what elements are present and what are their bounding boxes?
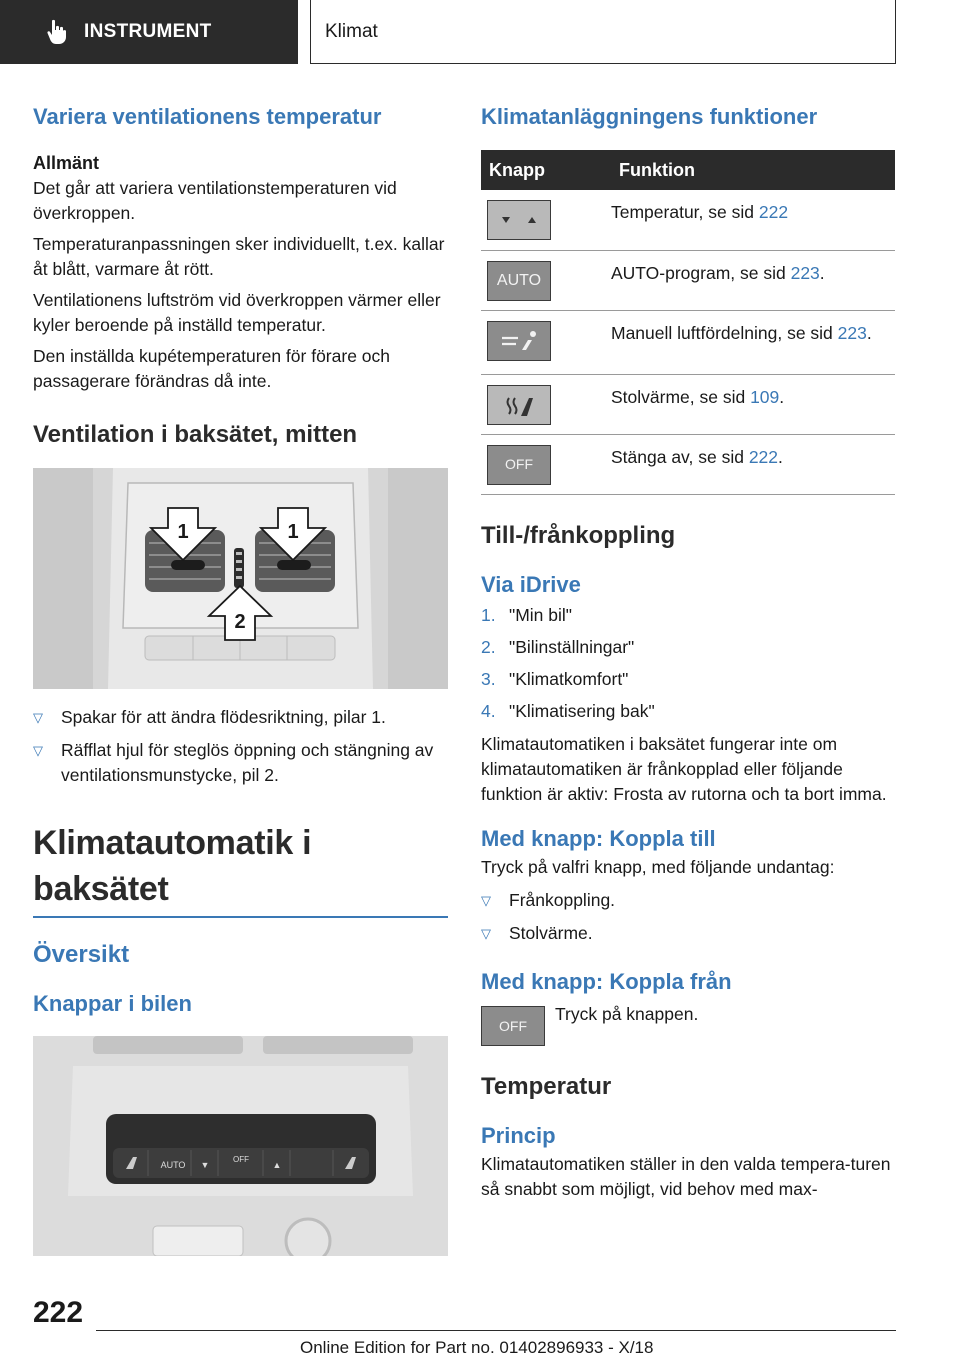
section-tab-label: INSTRUMENT bbox=[84, 21, 212, 42]
heading-idrive: Via iDrive bbox=[481, 571, 581, 597]
heading-klimatautomatik: Klimatautomatik i baksätet bbox=[33, 820, 448, 918]
page-link[interactable]: 109 bbox=[750, 386, 780, 407]
arrow-label-2: 2 bbox=[234, 611, 246, 633]
table-cell: Stänga av, se sid 222. bbox=[611, 434, 895, 494]
table-cell: Manuell luftfördelning, se sid 223. bbox=[611, 310, 895, 374]
paragraph: Temperaturanpassningen sker individuellt, t.ex. kallar åt blått, varmare åt rött. bbox=[33, 234, 445, 279]
triangle-bullet-icon: ▽ bbox=[481, 892, 491, 908]
list-item: 2. "Bilinställningar" bbox=[481, 636, 635, 657]
paragraph: Den inställda kupétemperaturen för förare och passagerare förändras då inte. bbox=[33, 346, 391, 391]
heading-koppla-fran: Med knapp: Koppla från bbox=[481, 968, 732, 994]
paragraph: Ventilationens luftström vid överkroppen värmer eller kyler beroende på inställd temperatur. bbox=[33, 290, 441, 335]
table-row bbox=[481, 434, 895, 494]
list-item: 4. "Klimatisering bak" bbox=[481, 700, 655, 721]
page-link[interactable]: 222 bbox=[748, 446, 779, 467]
list-item: ▽ Frånkoppling. bbox=[481, 888, 895, 913]
off-icon: OFF bbox=[487, 445, 551, 485]
list-item: 3. "Klimatkomfort" bbox=[481, 668, 629, 689]
heading-variera: Variera ventilationens temperatur bbox=[33, 104, 382, 129]
svg-text:▲: ▲ bbox=[272, 1160, 282, 1170]
list-item: 1. "Min bil" bbox=[481, 604, 572, 625]
heading-princip: Princip bbox=[481, 1122, 556, 1148]
list-item: ▽ Räfflat hjul för steglös öppning och stängning av ventilationsmunstycke, pil 2. bbox=[33, 738, 448, 788]
triangle-bullet-icon: ▽ bbox=[33, 743, 43, 758]
auto-icon: AUTO bbox=[487, 261, 551, 301]
heading-ventilation: Ventilation i baksätet, mitten bbox=[33, 421, 358, 448]
heading-funktioner: Klimatanläggningens funktioner bbox=[481, 104, 818, 129]
page-link[interactable]: 222 bbox=[758, 202, 789, 222]
heading-allmant: Allmänt bbox=[33, 153, 100, 173]
heading-temperatur: Temperatur bbox=[481, 1072, 612, 1100]
section-tab[interactable] bbox=[0, 0, 298, 64]
arrow-label-1a: 1 bbox=[177, 521, 189, 543]
paragraph: Tryck på valfri knapp, med följande undantag: bbox=[481, 856, 835, 877]
panel-off-label: OFF bbox=[233, 1155, 249, 1164]
hand-pointer-icon bbox=[46, 19, 68, 45]
svg-text:▼: ▼ bbox=[200, 1160, 210, 1170]
footer-divider bbox=[96, 1330, 896, 1331]
function-table bbox=[481, 150, 895, 495]
paragraph: Klimatautomatiken ställer in den valda tempera-turen så snabbt som möjligt, vid behov med max- bbox=[481, 1153, 891, 1199]
arrow-label-1b: 1 bbox=[287, 521, 299, 543]
left-column bbox=[33, 100, 448, 1256]
table-cell: AUTO-program, se sid 223. bbox=[611, 250, 895, 310]
table-cell: Temperatur, se sid 222 bbox=[611, 190, 895, 250]
paragraph: Det går att variera ventilationstemperaturen vid överkroppen. bbox=[33, 178, 397, 223]
right-column bbox=[481, 100, 895, 1202]
air-distribution-icon bbox=[487, 321, 551, 361]
page-link[interactable]: 223 bbox=[837, 322, 867, 343]
rear-vent-photo bbox=[33, 468, 448, 689]
heading-oversikt: Översikt bbox=[33, 941, 130, 968]
edition-note: Online Edition for Part no. 01402896933 - X/18 bbox=[300, 1338, 654, 1357]
heading-koppla-till: Med knapp: Koppla till bbox=[481, 825, 716, 851]
paragraph: Tryck på knappen. bbox=[555, 1003, 699, 1024]
triangle-bullet-icon: ▽ bbox=[33, 710, 43, 725]
table-cell: Stolvärme, se sid 109. bbox=[611, 374, 895, 434]
temp-arrows-icon bbox=[487, 200, 551, 240]
page-number: 222 bbox=[33, 1296, 84, 1329]
chapter-header bbox=[310, 0, 896, 64]
table-header-knapp: Knapp bbox=[481, 150, 611, 190]
panel-auto-label: AUTO bbox=[160, 1160, 186, 1170]
list-item: ▽ Stolvärme. bbox=[481, 921, 895, 946]
paragraph: Klimatautomatiken i baksätet fungerar inte om klimatautomatiken är frånkopplad eller följande funktion är aktiv: Frosta av rutorna och ta bort imma. bbox=[481, 733, 887, 804]
table-header-funktion: Funktion bbox=[611, 150, 895, 190]
page-link[interactable]: 223 bbox=[790, 262, 820, 283]
heading-knappar: Knappar i bilen bbox=[33, 991, 192, 1016]
seat-heating-icon bbox=[487, 385, 551, 425]
table-row bbox=[481, 310, 895, 374]
off-button-icon: OFF bbox=[481, 1006, 545, 1046]
table-row bbox=[481, 374, 895, 434]
chapter-title: Klimat bbox=[325, 20, 378, 42]
table-row bbox=[481, 190, 895, 250]
rear-climate-panel-photo bbox=[33, 1036, 448, 1256]
heading-till-fran: Till-/frånkoppling bbox=[481, 521, 676, 549]
table-row bbox=[481, 250, 895, 310]
list-item: ▽ Spakar för att ändra flödesriktning, pilar 1. bbox=[33, 705, 448, 730]
triangle-bullet-icon: ▽ bbox=[481, 925, 491, 941]
